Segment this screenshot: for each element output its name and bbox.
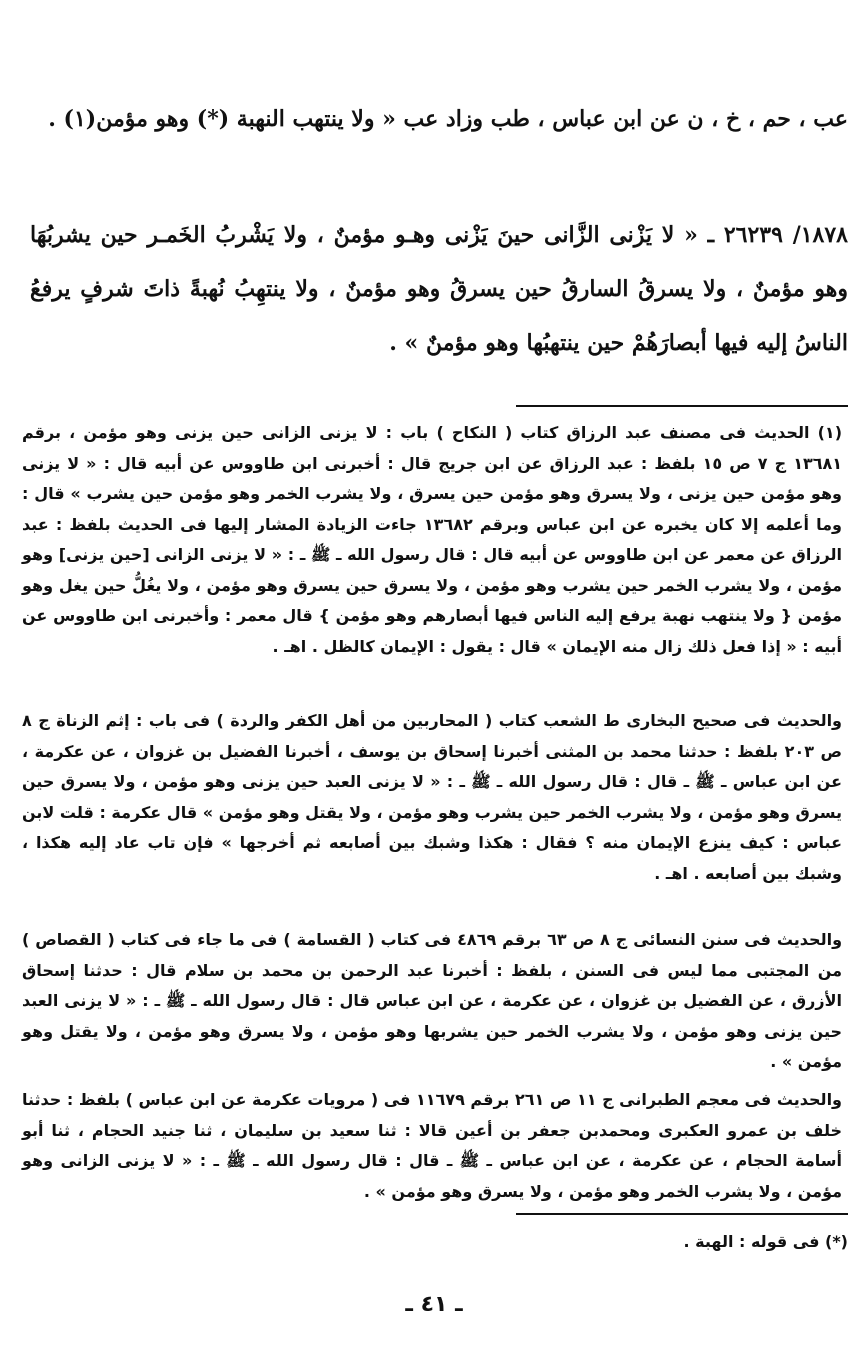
footnote-star: (*) فى قوله : الهبة . <box>683 1232 848 1251</box>
hadith-number: ١٨٧٨/ ٢٦٢٣٩ <box>723 222 848 248</box>
footnote-separator <box>516 405 848 407</box>
footnote-tabarani: والحديث فى معجم الطبرانى ج ١١ ص ٢٦١ برقم ١١٦٧٩ فى ( مرويات عكرمة عن ابن عباس ) بلفظ : حدثنا خلف بن عمرو العكبرى ومحمدبن جعفر بن أعين قالا : ثنا سعيد بن سليمان ، ثنا جنيد الحجام ، ثنا أبو أسامة الحجام ، عن عكرمة ، عن ابن عباس ـ ﷺ ـ قال : قال رسول الله ـ ﷺ ـ : « لا يزنى الزانى وهو مؤمن ، ولا يشرب الخمر وهو مؤمن ، ولا يسرق وهو مؤمن » . <box>22 1090 842 1201</box>
footnote-bukhari: والحديث فى صحيح البخارى ط الشعب كتاب ( المحاربين من أهل الكفر والردة ) فى باب : إثم الزناة ج ٨ ص ٢٠٣ بلفظ : حدثنا محمد بن المثنى أخبرنا إسحاق بن يوسف ، أخبرنا الفضيل بن غزوان ، عن عكرمة ، عن ابن عباس ـ ﷺ ـ قال : قال رسول الله ـ ﷺ ـ : « لا يزنى العبد حين يزنى وهو مؤمن ، ولا يسرق حين يسرق وهو مؤمن ، ولا يشرب الخمر حين يشرب وهو مؤمن ، ولا يقتل وهو مؤمن » قال عكرمة : قلت لابن عباس : كيف ينزع الإيمان منه ؟ فقال : هكذا وشبك بين أصابعه ثم أخرجها » فإن تاب عاد إليه هكذا ، وشبك بين أصابعه . اهـ . <box>22 711 843 883</box>
footnote-1: (١) الحديث فى مصنف عبد الرزاق كتاب ( النكاح ) باب : لا يزنى الزانى حين يزنى وهو مؤمن ، برقم ١٣٦٨١ ج ٧ ص ١٥ بلفظ : عبد الرزاق عن ابن جريج قال : أخبرنى ابن طاووس عن أبيه قال : « لا يزنى وهو مؤمن حين يزنى ، ولا يسرق وهو مؤمن حين يسرق ، ولا يشرب الخمر وهو مؤمن حين يشرب » قال : وما أعلمه إلا كان يخبره عن ابن عباس وبرقم ١٣٦٨٢ جاءت الزيادة المشار إليها فى الحديث بلفظ : عبد الرزاق عن معمر عن ابن طاووس عن أبيه قال : قال رسول الله ـ ﷺ ـ : « لا يزنى الزانى [حين يزنى] وهو مؤمن ، ولا يشرب الخمر حين يشرب وهو مؤمن ، ولا يسرق حين يسرق وهو مؤمن ، ولا يغُلُّ حين يغل وهو مؤمن { ولا ينتهب نهبة يرفع إليه الناس فيها أبصارهم وهو مؤمن } قال معمر : وأخبرنى ابن طاووس عن أبيه : « إذا فعل ذلك زال منه الإيمان » قال : يقول : الإيمان كالظل . اهـ . <box>22 423 843 656</box>
hadith-text: ـ « لا يَزْنى الزَّانى حينَ يَزْنى وهـو مؤمنٌ ، ولا يَشْربُ الخَمـر حين يشربُهَا وهو مؤمنٌ ، ولا يسرقُ السارقُ حين يسرقُ وهو مؤمنٌ ، ولا ينتهِبُ نُهبةً ذاتَ شرفٍ يرفعُ الناسُ إليه فيها أبصارَهُمْ حين ينتهبُها وهو مؤمنٌ » . <box>30 222 848 356</box>
hadith-source-paragraph: عب ، حم ، خ ، ن عن ابن عباس ، طب وزاد عب « ولا ينتهب النهبة (*) وهو مؤمن(١) . <box>48 106 848 132</box>
footnote-nasai: والحديث فى سنن النسائى ج ٨ ص ٦٣ برقم ٤٨٦٩ فى كتاب ( القسامة ) فى ما جاء فى كتاب ( القصاص ) من المجتبى مما ليس فى السنن ، بلفظ : أخبرنا عبد الرحمن بن محمد بن سلام قال : حدثنا إسحاق الأزرق ، عن الفضيل بن غزوان ، عن عكرمة ، عن ابن عباس قال : قال رسول الله ـ ﷺ ـ : « لا يزنى العبد حين يزنى وهو مؤمن ، ولا يشرب الخمر حين يشربها وهو مؤمن ، ولا يسرق وهو مؤمن ، ولا يقتل وهو مؤمن » . <box>22 930 843 1071</box>
footnote-separator-2 <box>516 1213 848 1215</box>
hadith-paragraph <box>30 208 848 370</box>
page-number: ـ ٤١ ـ <box>405 1292 463 1317</box>
